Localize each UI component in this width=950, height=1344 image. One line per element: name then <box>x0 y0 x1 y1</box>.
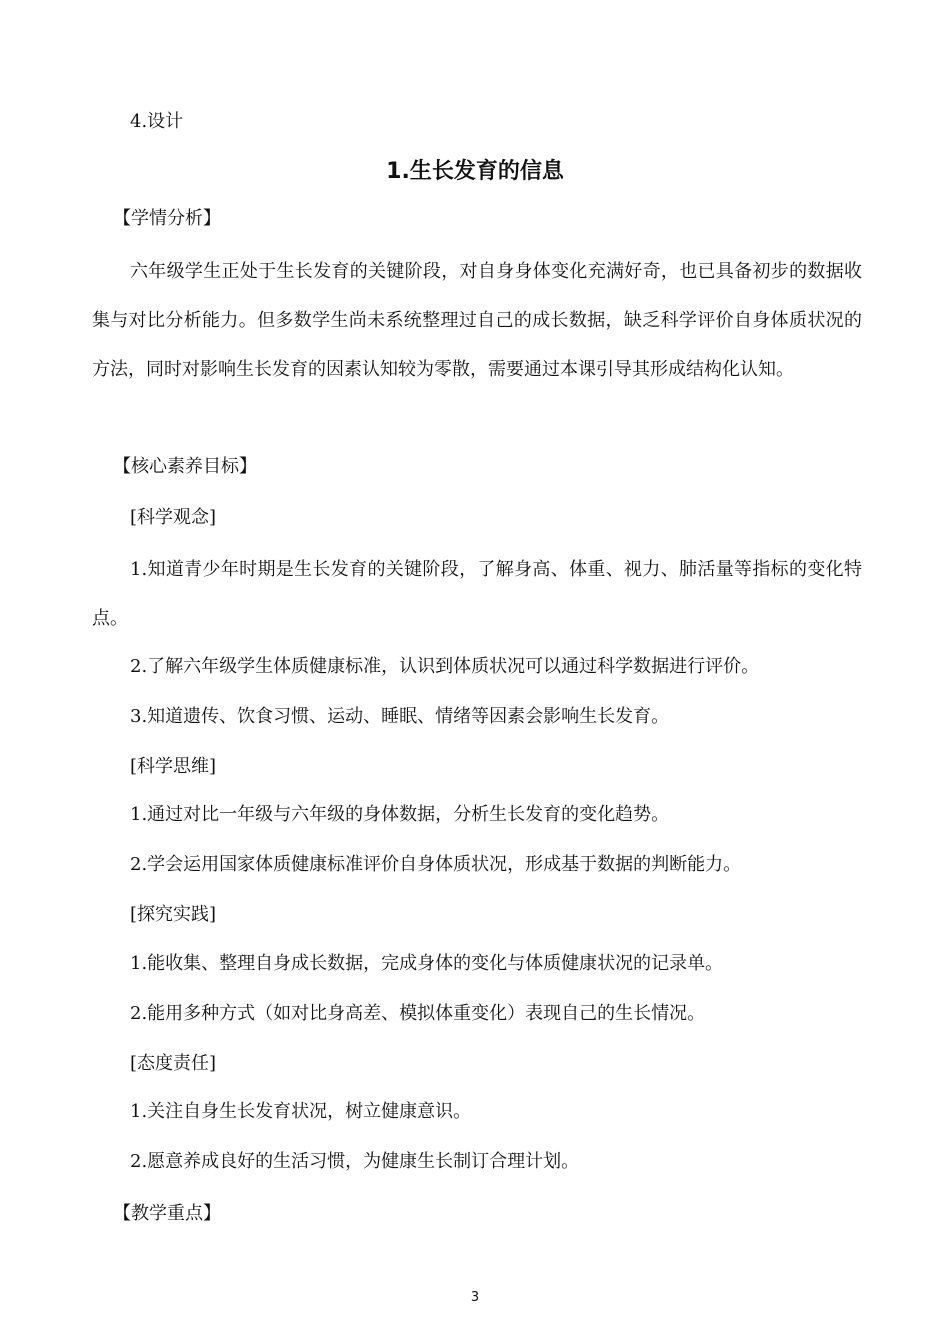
thinking-item-1: 1.通过对比一年级与六年级的身体数据，分析生长发育的变化趋势。 <box>130 804 670 825</box>
concept-item-1: 1.知道青少年时期是生长发育的关键阶段，了解身高、体重、视力、肺活量等指标的变化特点。 <box>92 559 862 629</box>
subheading-attitude: [态度责任] <box>130 1053 217 1074</box>
concept-item-2: 2.了解六年级学生体质健康标准，认识到体质状况可以通过科学数据进行评价。 <box>130 656 760 677</box>
top-list-item: 4.设计 <box>130 111 184 132</box>
subheading-concept: [科学观念] <box>130 507 217 528</box>
subheading-practice: [探究实践] <box>130 904 217 925</box>
page-title: 1.生长发育的信息 <box>386 159 564 184</box>
page-number: 3 <box>470 1290 480 1305</box>
section-heading-analysis: 【学情分析】 <box>113 208 221 229</box>
concept-item-3: 3.知道遗传、饮食习惯、运动、睡眠、情绪等因素会影响生长发育。 <box>130 706 670 727</box>
practice-item-2: 2.能用多种方式（如对比身高差、模拟体重变化）表现自己的生长情况。 <box>130 1003 706 1024</box>
section-heading-goals: 【核心素养目标】 <box>113 456 257 477</box>
analysis-paragraph: 六年级学生正处于生长发育的关键阶段，对自身身体变化充满好奇，也已具备初步的数据收集与对比分析能力。但多数学生尚未系统整理过自己的成长数据，缺乏科学评价自身体质状况的方法，同时对影响生长发育的因素认知较为零散，需要通过本课引导其形成结构化认知。 <box>92 261 862 380</box>
attitude-item-1: 1.关注自身生长发育状况，树立健康意识。 <box>130 1101 472 1122</box>
attitude-item-2: 2.愿意养成良好的生活习惯，为健康生长制订合理计划。 <box>130 1151 580 1172</box>
section-heading-focus: 【教学重点】 <box>113 1203 221 1224</box>
subheading-thinking: [科学思维] <box>130 756 217 777</box>
practice-item-1: 1.能收集、整理自身成长数据，完成身体的变化与体质健康状况的记录单。 <box>130 953 724 974</box>
thinking-item-2: 2.学会运用国家体质健康标准评价自身体质状况，形成基于数据的判断能力。 <box>130 854 742 875</box>
